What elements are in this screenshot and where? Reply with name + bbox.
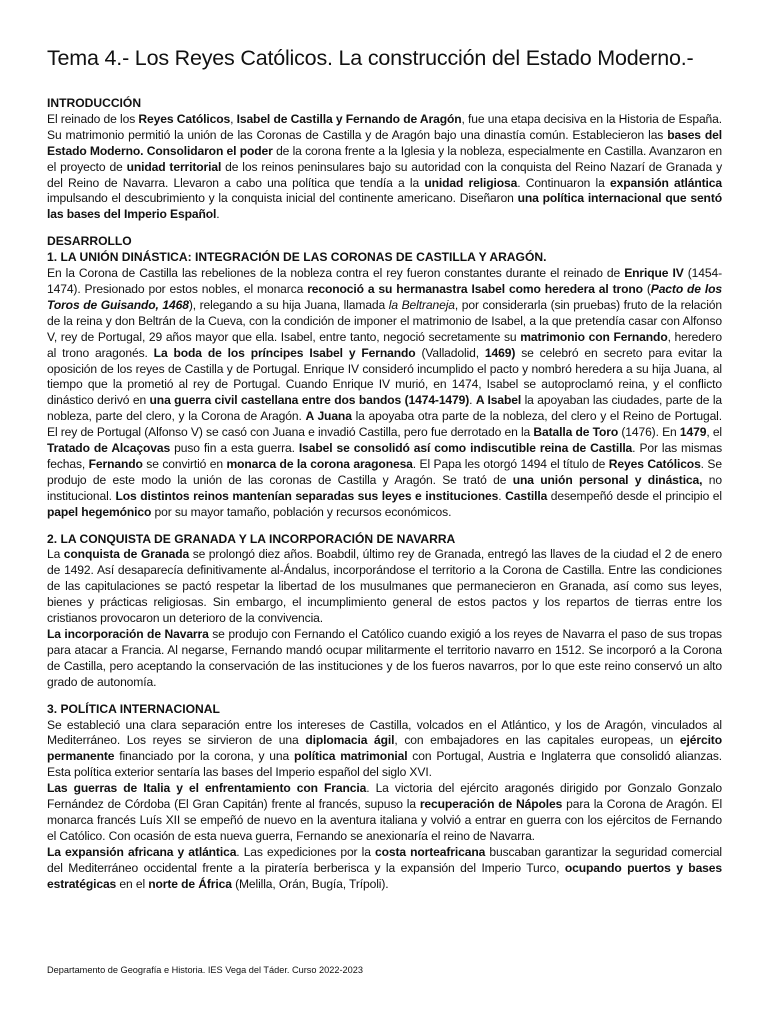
text-run: Enrique IV — [624, 266, 684, 281]
text-run: impulsando el descubrimiento y la conquista inicial del continente americano. Diseñaron — [47, 191, 518, 206]
paragraph-politica-general — [47, 718, 722, 782]
text-run: , por considerarla (sin pruebas) fruto de la relación de la reina y don Beltrán de la Cueva, con la condición de imponer el matrimonio de Isabel, a la que pretendía casar con Alfonso V, rey de Portugal, 29 años mayor que ella. Isabel, entre tanto, negoció secretamente su — [47, 297, 722, 344]
text-run: una guerra civil castellana entre dos bandos (1474-1479) — [149, 393, 470, 408]
text-run: una unión personal y dinástica, — [512, 472, 703, 487]
text-run: . Por las mismas fechas, — [47, 441, 722, 471]
text-run: . — [498, 488, 506, 503]
text-run: unidad religiosa — [424, 175, 518, 190]
text-run: se celebró en secreto para evitar la oposición de los reyes de Castilla y de Portugal. Enrique IV consideró incumplido el pacto y nombró heredera a su hija Juana, al tiempo que la prometió al rey de Portugal. Cuando Enrique IV murió, en 1474, Isabel se autoproclamó reina, y el conflicto dinástico derivó en — [47, 345, 722, 408]
text-run: diplomacia ágil — [305, 733, 395, 748]
text-run: Tratado de Alcaçovas — [47, 441, 171, 456]
text-run: A Isabel — [475, 393, 522, 408]
text-run: . Las expediciones por la — [236, 844, 375, 859]
text-run: la apoyaban las ciudades, parte de la nobleza, parte del clero, y la Corona de Aragón. — [47, 393, 722, 424]
section-desarrollo — [47, 234, 722, 520]
heading-union-dinastica: 1. LA UNIÓN DINÁSTICA: INTEGRACIÓN DE LAS CORONAS DE CASTILLA Y ARAGÓN. — [47, 250, 547, 265]
paragraph-guerras-italia — [47, 781, 722, 845]
heading-desarrollo: DESARROLLO — [47, 234, 132, 249]
text-run: 1479 — [679, 425, 707, 440]
text-run: , con embajadores en las capitales europeas, un — [394, 733, 680, 748]
text-run: Batalla de Toro — [533, 425, 619, 440]
text-run: (Valladolid, — [415, 345, 485, 360]
text-run: de los reinos peninsulares bajo su autoridad con la conquista del Reino Nazarí de Granada y del Reino de Navarra. Llevaron a cabo una política que tendía a la — [47, 159, 722, 190]
text-run: ocupando puertos y bases estratégicas — [47, 860, 722, 891]
text-run: La — [47, 547, 64, 562]
text-run: la apoyaba otra parte de la nobleza, del clero y el Reino de Portugal. El rey de Portugal (Alfonso V) se casó con Juana e invadió Castilla, pero fue derrotado en la — [47, 409, 722, 440]
heading-introduccion: INTRODUCCIÓN — [47, 96, 142, 110]
paragraph-expansion-africana — [47, 845, 722, 893]
heading-granada-navarra: 2. LA CONQUISTA DE GRANADA Y LA INCORPORACIÓN DE NAVARRA — [47, 531, 456, 546]
text-run: El reinado de los — [47, 111, 139, 126]
paragraph-incorporacion-navarra — [47, 627, 722, 691]
text-run: , fue una etapa decisiva en la Historia de España. Su matrimonio permitió la unión de las Coronas de Castilla y de Aragón bajo una dinastía común. Establecieron las — [47, 111, 723, 142]
section-politica-internacional — [47, 702, 722, 893]
text-run: buscaban garantizar la seguridad comercial del Mediterráneo occidental frente a la piratería berberisca y la expansión del Imperio Turco, — [47, 844, 722, 875]
text-run: de la corona frente a la Iglesia y la nobleza, especialmente en Castilla. Avanzaron en el proyecto de — [47, 143, 722, 174]
text-run: puso fin a esta guerra. — [170, 441, 299, 456]
text-run: (Melilla, Orán, Bugía, Trípoli). — [231, 876, 389, 891]
text-run: desempeñó desde el principio el — [547, 488, 722, 503]
text-run: , — [230, 111, 237, 126]
text-run: Fernando — [88, 456, 143, 471]
text-run: . El Papa les otorgó 1494 el título de — [412, 456, 609, 471]
text-run: no institucional. — [47, 472, 722, 503]
text-run: (1476). En — [618, 425, 680, 440]
text-run: bases del Estado Moderno. Consolidaron el poder — [47, 127, 723, 158]
text-run: unidad territorial — [126, 159, 222, 174]
text-run: . Continuaron la — [517, 175, 610, 190]
text-run: en el — [116, 876, 149, 891]
text-run: . — [469, 393, 476, 408]
text-run: se prolongó diez años. Boabdil, último rey de Granada, entregó las llaves de la ciudad el 2 de enero de 1492. Así desaparecía definitivamente al-Ándalus, incorporándose el territorio a la Corona de Castilla. Entre las condiciones de las capitulaciones se pactó respetar la libertad de los musulmanes que permanecieron en Granada, así como sus leyes, bienes y prácticas religiosas. Sin embargo, el incumplimiento general de estos pactos y los repartos de tierras entre los cristianos provocaron un deterioro de la convivencia. — [47, 547, 722, 626]
text-run: Los distintos reinos mantenían separadas sus leyes e instituciones — [115, 488, 499, 503]
text-run: , heredero al trono aragonés. — [47, 329, 722, 360]
text-run: La incorporación de Navarra — [47, 627, 209, 641]
text-run: para la Corona de Aragón. El monarca francés Luís XII se empeñó de nuevo en la aventura italiana y volvió a entrar en guerra con los ejércitos de Fernando el Católico. Con ocasión de esta nueva guerra, Fernando se anexionaría el reino de Navarra. — [47, 797, 723, 843]
text-run: Isabel de Castilla y Fernando de Aragón — [236, 111, 462, 126]
text-run: Se estableció una clara separación entre los intereses de Castilla, volcados en el Atlántico, y los de Aragón, vinculados al Mediterráneo. Los reyes se sirvieron de una — [47, 717, 722, 748]
text-run: Castilla — [505, 488, 548, 503]
section-granada-navarra — [47, 532, 722, 691]
text-run: recuperación de Nápoles — [419, 797, 563, 812]
text-run: reconoció a su hermanastra Isabel como heredera al trono — [307, 281, 643, 296]
text-run: norte de África — [148, 876, 232, 891]
text-run: conquista de Granada — [63, 547, 190, 562]
text-run: . Se produjo de este modo la unión de las coronas de Castilla y Aragón. Se trató de — [47, 456, 722, 487]
heading-politica-internacional: 3. POLÍTICA INTERNACIONAL — [47, 701, 220, 716]
paragraph-introduccion — [47, 112, 722, 223]
text-run: 1469) — [484, 345, 516, 360]
text-run: financiado por la corona, y una — [114, 749, 294, 764]
text-run: se produjo con Fernando el Católico cuando exigió a los reyes de Navarra el paso de sus tropas para atacar a Francia. Al negarse, Fernando mandó ocupar militarmente el territorio navarro en 1512. Se incorporó a la Corona de Castilla, pero aceptando la conservación de las instituciones y de los fueros navarros, por lo que este reino conservó un alto grado de autonomía. — [47, 627, 722, 689]
text-run: se convirtió en — [142, 456, 227, 471]
paragraph-conquista-granada — [47, 547, 722, 627]
text-run: costa norteafricana — [374, 844, 486, 859]
text-run: política matrimonial — [293, 749, 408, 764]
text-run: matrimonio con Fernando — [520, 329, 668, 344]
text-run: ejército permanente — [47, 733, 722, 764]
text-run: la Beltraneja — [388, 297, 455, 312]
document-page — [47, 44, 722, 904]
text-run: . La victoria del ejército aragonés dirigido por Gonzalo Gonzalo Fernández de Córdoba (El Gran Capitán) frente al francés, supuso la — [47, 781, 722, 812]
text-run: expansión atlántica — [610, 175, 722, 190]
text-run: monarca de la corona aragonesa — [226, 456, 413, 471]
text-run: En la Corona de Castilla las rebeliones de la nobleza contra el rey fueron constantes durante el reinado de — [47, 266, 625, 281]
text-run: papel hegemónico — [47, 504, 152, 519]
text-run: A Juana — [305, 409, 352, 424]
text-run: ), relegando a su hija Juana, llamada — [188, 297, 389, 312]
section-introduccion — [47, 96, 722, 223]
text-run: (1454-1474). Presionado por estos nobles, el monarca — [47, 266, 722, 296]
text-run: , el — [706, 425, 722, 440]
document-title: Tema 4.- Los Reyes Católicos. La construcción del Estado Moderno.- — [47, 46, 694, 70]
text-run: ( — [642, 281, 651, 296]
paragraph-union-dinastica — [47, 266, 722, 521]
text-run: Pacto de los Toros de Guisando, 1468 — [47, 281, 722, 312]
text-run: . — [216, 207, 220, 222]
page-footer: Departamento de Geografía e Historia. IES Vega del Táder. Curso 2022-2023 — [47, 965, 363, 975]
text-run: La expansión africana y atlántica — [47, 844, 237, 859]
text-run: por su mayor tamaño, población y recursos económicos. — [151, 504, 452, 519]
text-run: con Portugal, Austria e Inglaterra que consolidó alianzas. Esta política exterior sentaría las bases del Imperio español del siglo XVI. — [47, 749, 723, 780]
text-run: Las guerras de Italia y el enfrentamiento con Francia — [47, 781, 367, 796]
text-run: Reyes Católicos — [608, 456, 701, 471]
text-run: La boda de los príncipes Isabel y Fernando — [153, 345, 416, 360]
text-run: una política internacional que sentó las bases del Imperio Español — [47, 191, 722, 222]
text-run: Reyes Católicos — [138, 111, 231, 126]
text-run: Isabel se consolidó así como indiscutible reina de Castilla — [298, 441, 633, 456]
